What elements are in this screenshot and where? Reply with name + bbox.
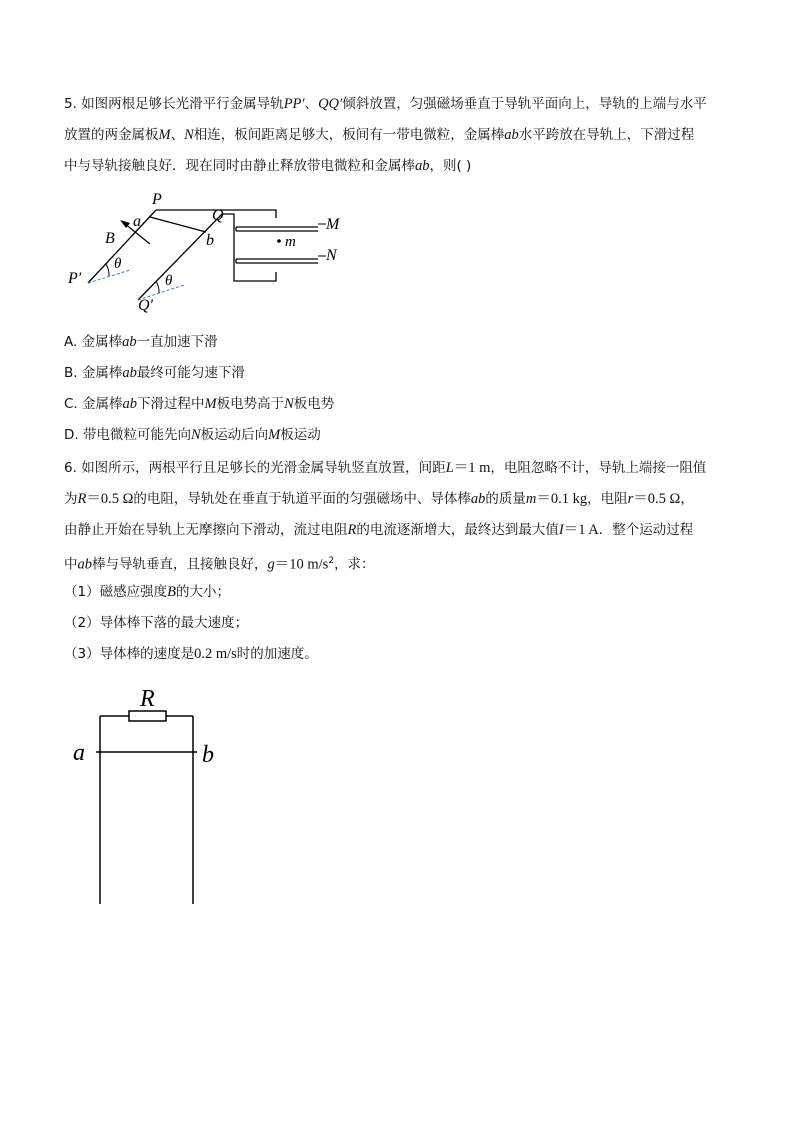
sub-question: 时的加速度。 xyxy=(236,646,318,662)
q6-text: 为 xyxy=(64,491,78,507)
label-b: b xyxy=(202,742,214,768)
q6-text: 的质量 xyxy=(485,491,526,507)
value: 0.2 m/s xyxy=(194,646,237,662)
rod-label: ab xyxy=(415,158,430,174)
value: ＝0.1 kg xyxy=(536,491,588,507)
value: ＝1 A xyxy=(563,522,599,538)
label-q-prime: Q′ xyxy=(138,297,154,314)
var-small-r: r xyxy=(627,491,634,507)
sub-question: （3）导体棒的速度是 xyxy=(64,646,195,662)
q5-line-3 xyxy=(64,156,471,176)
var-b: B xyxy=(167,584,176,600)
q6-text: ，电阻忽略不计，导轨上端接一阻值 xyxy=(490,460,707,476)
rod-label: ab xyxy=(77,556,92,573)
option-text: 一直加速下滑 xyxy=(136,334,218,350)
rail-qq xyxy=(138,214,222,300)
option-text: 板运动后向 xyxy=(200,427,269,443)
q5-text: 倾斜放置，匀强磁场垂直于导轨平面向上，导轨的上端与水平 xyxy=(342,96,707,112)
rod-label: ab xyxy=(122,396,138,412)
separator: 、 xyxy=(170,127,185,143)
rail-pp-label: PP′ xyxy=(283,96,305,112)
option-text: 板电势高于 xyxy=(216,396,285,412)
q6-number: 6. xyxy=(64,460,77,476)
connecting-wire xyxy=(222,214,276,281)
option-letter: C. xyxy=(64,396,78,412)
rail-qq-label: QQ′ xyxy=(318,96,343,112)
q6-line-4 xyxy=(64,551,375,575)
option-text: 金属棒 xyxy=(81,334,123,350)
label-r: R xyxy=(140,686,155,712)
answer-blank: ，则( ) xyxy=(429,158,472,174)
label-a: a xyxy=(73,740,85,766)
q6-text: 的电阻，导轨处在垂直于轨道平面的匀强磁场中、导体棒 xyxy=(133,491,471,507)
plate-n-label: N xyxy=(190,427,201,443)
option-a xyxy=(64,332,218,352)
option-text: 金属棒 xyxy=(81,365,123,381)
option-letter: B. xyxy=(64,365,78,381)
option-text: 金属棒 xyxy=(82,396,123,412)
var-i: I xyxy=(558,522,564,538)
q5-figure xyxy=(60,188,360,318)
q6-text: 由静止开始在导轨上无摩擦向下滑动，流过电阻 xyxy=(64,522,348,538)
q6-sub-2 xyxy=(64,613,248,633)
var-m: m xyxy=(525,491,537,507)
var-r: R xyxy=(77,491,87,507)
plate-m-label: M xyxy=(204,396,217,412)
value: ＝0.5 Ω xyxy=(633,491,681,507)
sub-question: （2）导体棒下落的最大速度； xyxy=(64,615,249,631)
var-g: g xyxy=(267,556,275,573)
label-b-field: B xyxy=(105,230,115,247)
label-q: Q xyxy=(212,207,224,224)
plate-n-label: N xyxy=(184,127,194,143)
option-text: 下滑过程中 xyxy=(137,396,205,412)
angle-arc xyxy=(106,264,109,276)
separator: 、 xyxy=(304,96,319,112)
option-text: 最终可能匀速下滑 xyxy=(136,365,245,381)
plate-m-label: M xyxy=(268,427,281,443)
q5-text: 水平跨放在导轨上，下滑过程 xyxy=(518,127,695,143)
q6-text: 的电流逐渐增大，最终达到最大值 xyxy=(356,522,559,538)
label-m-particle: m xyxy=(285,234,296,250)
var-r: R xyxy=(347,522,357,538)
option-d xyxy=(64,425,321,445)
value: ＝1 m xyxy=(453,460,491,476)
q5-text: 放置的两金属板 xyxy=(64,127,159,143)
q5-text: 中与导轨接触良好．现在同时由静止释放带电微粒和金属棒 xyxy=(64,158,415,174)
q5-text: 如图两根足够长光滑平行金属导轨 xyxy=(81,96,284,112)
option-c xyxy=(64,394,334,414)
q6-line-3 xyxy=(64,520,693,540)
q5-line-1 xyxy=(64,94,707,114)
rod-label: ab xyxy=(122,334,137,350)
rod-label: ab xyxy=(122,365,137,381)
q5-line-2 xyxy=(64,125,694,145)
rod-label: ab xyxy=(470,491,486,507)
option-letter: D. xyxy=(64,427,79,443)
q6-line-1 xyxy=(64,458,706,478)
option-text: 板运动 xyxy=(280,427,321,443)
resistor xyxy=(129,711,166,721)
label-p: P xyxy=(152,191,162,208)
angle-arc xyxy=(156,281,159,293)
option-text: 板电势 xyxy=(293,396,335,412)
label-theta: θ xyxy=(114,256,122,272)
q6-figure xyxy=(70,684,230,909)
label-m-plate: M xyxy=(326,216,340,233)
q6-text: ， xyxy=(680,491,694,507)
q6-sub-1 xyxy=(64,582,230,602)
charged-particle xyxy=(277,239,281,243)
q6-text: ，电阻 xyxy=(587,491,628,507)
q6-sub-3 xyxy=(64,644,318,664)
option-b xyxy=(64,363,245,383)
q6-text: 棒与导轨垂直，且接触良好， xyxy=(92,556,268,573)
var-l: L xyxy=(445,460,454,476)
exponent: 2 xyxy=(328,556,335,566)
rod-ab xyxy=(150,217,206,232)
rod-label: ab xyxy=(504,127,519,143)
q6-text: 中 xyxy=(64,556,78,573)
q6-text: ．整个运动过程 xyxy=(598,522,694,538)
value: ＝0.5 Ω xyxy=(86,491,134,507)
label-theta: θ xyxy=(165,273,173,289)
q6-text: 如图所示，两根平行且足够长的光滑金属导轨竖直放置，间距 xyxy=(81,460,446,476)
plate-n-label: N xyxy=(284,396,294,412)
q6-line-2 xyxy=(64,489,694,509)
label-p-prime: P′ xyxy=(68,270,82,287)
plate-m-label: M xyxy=(158,127,171,143)
label-a: a xyxy=(133,213,141,230)
option-letter: A. xyxy=(64,334,78,350)
label-b: b xyxy=(206,232,214,249)
q6-text: ，求： xyxy=(334,556,375,573)
option-text: 带电微粒可能先向 xyxy=(82,427,191,443)
value: ＝10 m/s xyxy=(274,556,329,573)
sub-question: （1）磁感应强度 xyxy=(64,584,168,600)
q5-text: 相连，板间距离足够大，板间有一带电微粒，金属棒 xyxy=(193,127,505,143)
sub-question: 的大小； xyxy=(175,584,230,600)
label-n-plate: N xyxy=(326,247,337,264)
q5-number: 5. xyxy=(64,96,77,112)
